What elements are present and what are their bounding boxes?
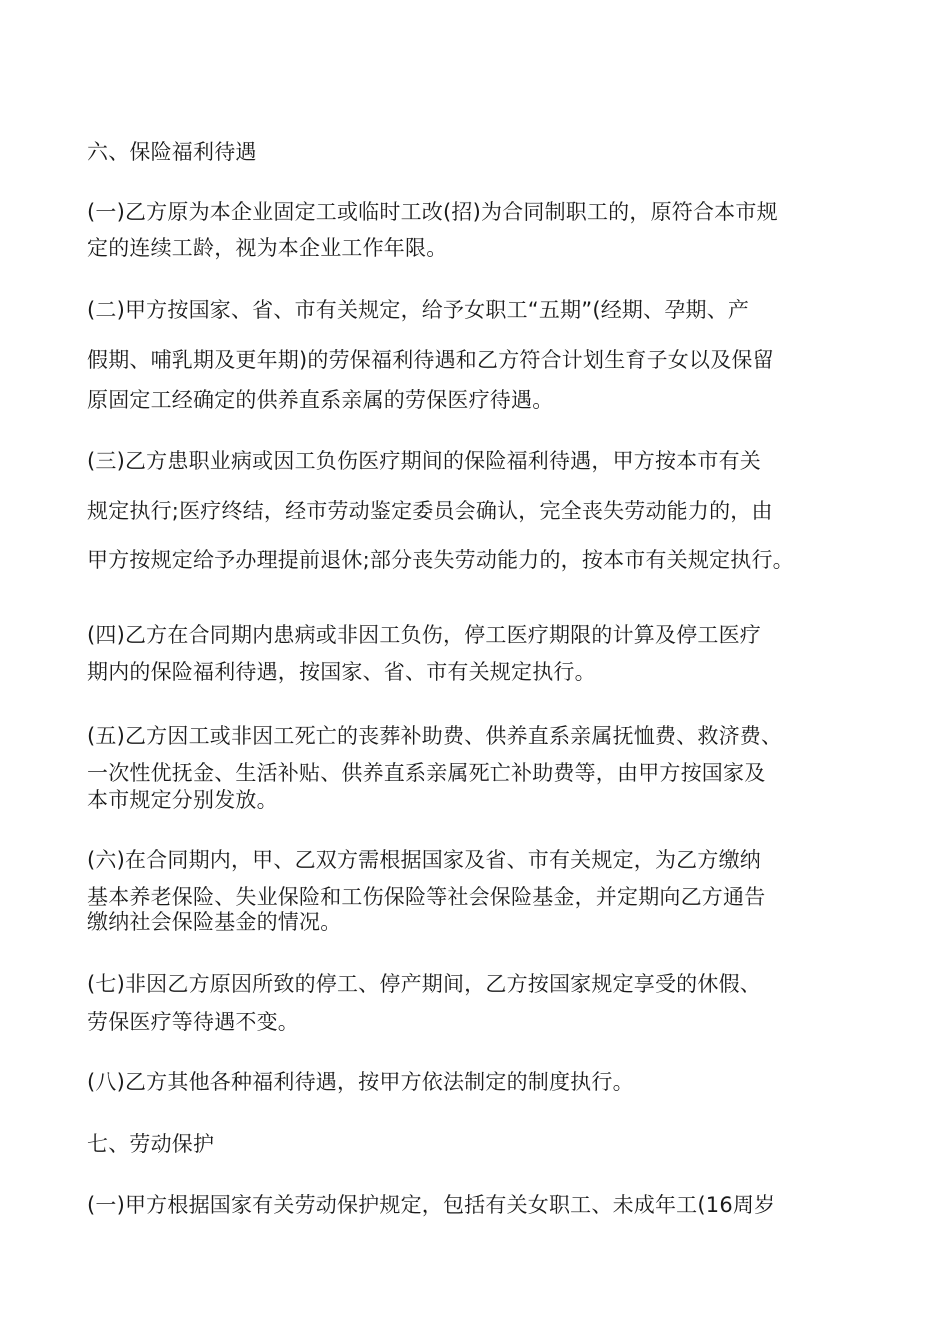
- paragraph-line: 假期、哺乳期及更年期)的劳保福利待遇和乙方符合计划生育子女以及保留: [87, 348, 774, 372]
- paragraph-line: (六)在合同期内，甲、乙双方需根据国家及省、市有关规定，为乙方缴纳: [87, 848, 761, 872]
- paragraph-line: (七)非因乙方原因所致的停工、停产期间，乙方按国家规定享受的休假、: [87, 972, 761, 996]
- paragraph-line: 一次性优抚金、生活补贴、供养直系亲属死亡补助费等，由甲方按国家及: [87, 761, 766, 785]
- paragraph-line: (二)甲方按国家、省、市有关规定，给予女职工“五期”(经期、孕期、产: [87, 298, 750, 322]
- section-heading: 六、保险福利待遇: [87, 140, 257, 164]
- paragraph-line: (四)乙方在合同期内患病或非因工负伤，停工医疗期限的计算及停工医疗: [87, 623, 761, 647]
- paragraph-line: 甲方按规定给予办理提前退休;部分丧失劳动能力的，按本市有关规定执行。: [87, 548, 794, 572]
- paragraph-line: 规定执行;医疗终结，经市劳动鉴定委员会确认，完全丧失劳动能力的，由: [87, 499, 773, 523]
- paragraph-line: 缴纳社会保险基金的情况。: [87, 910, 342, 934]
- paragraph-line: (五)乙方因工或非因工死亡的丧葬补助费、供养直系亲属抚恤费、救济费、: [87, 724, 783, 748]
- paragraph-line: 劳保医疗等待遇不变。: [87, 1010, 299, 1034]
- paragraph-line: (八)乙方其他各种福利待遇，按甲方依法制定的制度执行。: [87, 1070, 634, 1094]
- paragraph-line: (一)甲方根据国家有关劳动保护规定，包括有关女职工、未成年工(16周岁: [87, 1193, 776, 1217]
- paragraph-line: 期内的保险福利待遇，按国家、省、市有关规定执行。: [87, 660, 596, 684]
- paragraph-line: 定的连续工龄，视为本企业工作年限。: [87, 236, 448, 260]
- paragraph-line: 基本养老保险、失业保险和工伤保险等社会保险基金，并定期向乙方通告: [87, 885, 766, 909]
- paragraph-line: 本市规定分别发放。: [87, 788, 278, 812]
- paragraph-line: (一)乙方原为本企业固定工或临时工改(招)为合同制职工的，原符合本市规: [87, 200, 778, 224]
- paragraph-line: (三)乙方患职业病或因工负伤医疗期间的保险福利待遇，甲方按本市有关: [87, 449, 761, 473]
- paragraph-line: 原固定工经确定的供养直系亲属的劳保医疗待遇。: [87, 388, 554, 412]
- section-heading: 七、劳动保护: [87, 1132, 215, 1156]
